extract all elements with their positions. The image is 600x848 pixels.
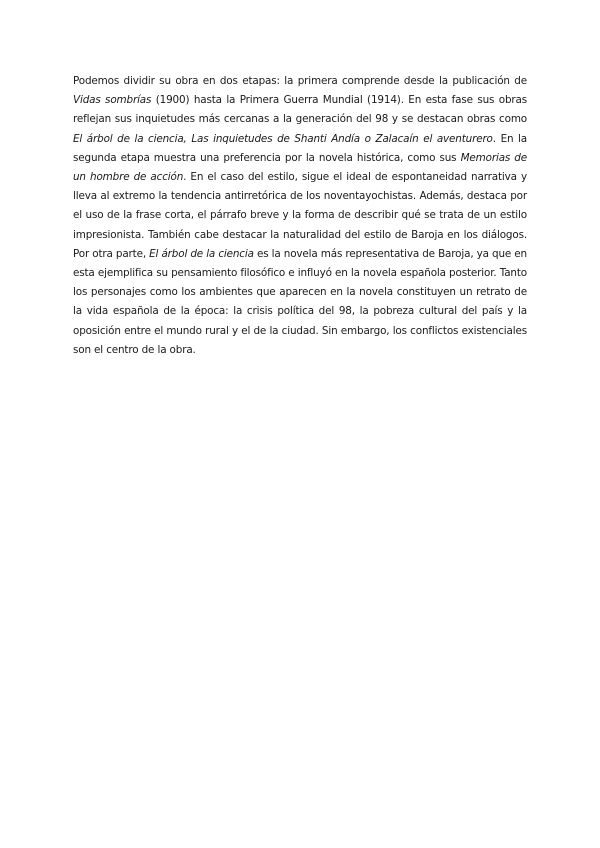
- italic-book-title: El árbol de la ciencia: [149, 247, 254, 260]
- text-run: . En la segunda etapa muestra una preferencia por la novela histórica, como sus: [73, 132, 528, 164]
- text-run: Podemos dividir su obra en dos etapas: la primera comprende desde la publicación de: [73, 75, 527, 87]
- body-paragraph: [73, 72, 527, 360]
- text-run: es la novela más representativa de Baroja, ya que en esta ejemplifica su pensamiento filosófico e influyó en la novela española posterior. Tanto los personajes como los ambientes que aparecen en la novela constituyen un retrato de la vida española de la época: la crisis política del 98, la pobreza cultural del país y la oposición entre el mundo rural y el de la ciudad. Sin embargo, los conflictos existenciales son el centro de la obra.: [73, 247, 527, 356]
- italic-book-title: Vidas sombrías: [73, 94, 152, 107]
- italic-book-titles: El árbol de la ciencia, Las inquietudes de Shanti Andía o Zalacaín el aventurero: [73, 132, 493, 145]
- text-run: (1900) hasta la Primera Guerra Mundial (1914). En esta fase sus obras reflejan sus inquietudes más cercanas a la generación del 98 y se destacan obras como: [73, 94, 527, 126]
- italic-book-title: Memorias de un hombre de acción: [73, 151, 527, 184]
- text-run: . En el caso del estilo, sigue el ideal de espontaneidad narrativa y lleva al extremo la tendencia antirretórica de los noventayochistas. Además, destaca por el uso de la frase corta, el párrafo breve y la forma de describir qué se trata de un estilo impresionista. También cabe destacar la naturalidad del estilo de Baroja en los diálogos. Por otra parte,: [73, 171, 527, 260]
